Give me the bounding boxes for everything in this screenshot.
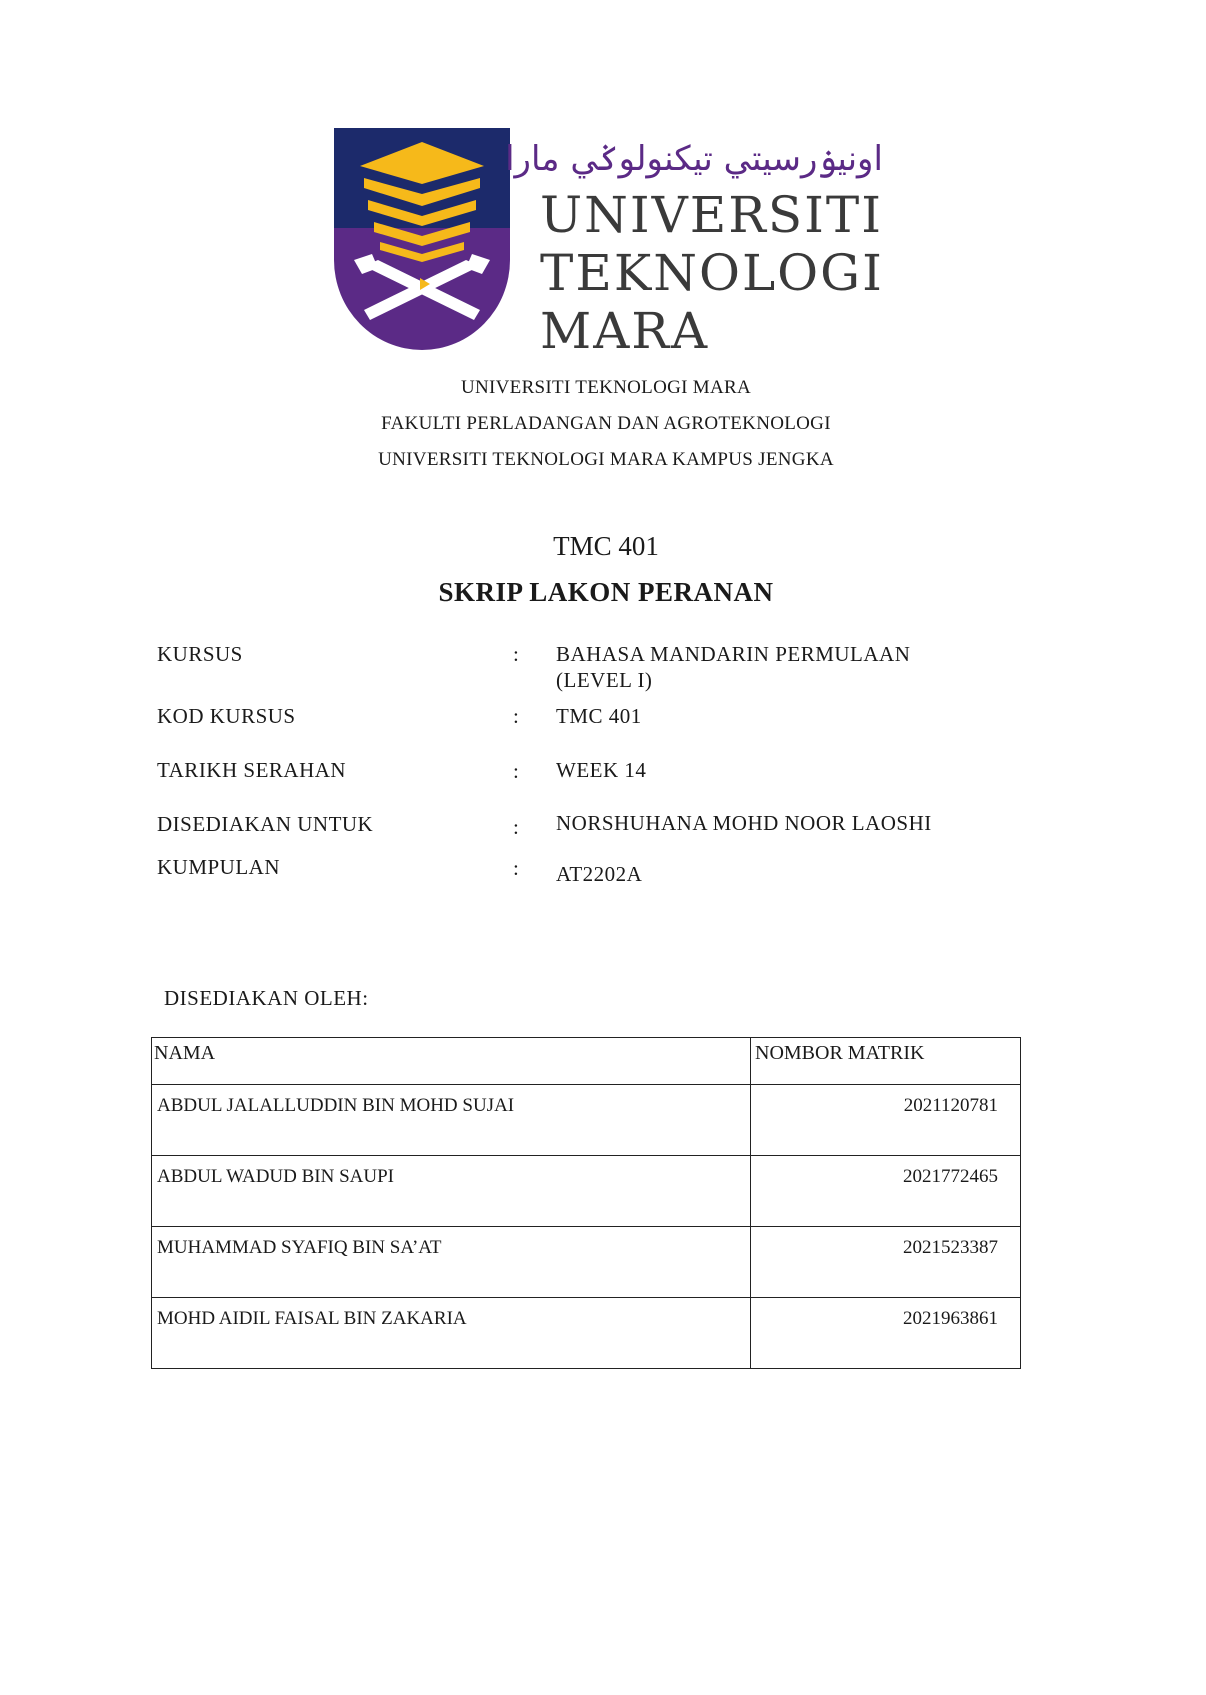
jawi-script-mark xyxy=(505,128,883,186)
info-value-kumpulan: AT2202A xyxy=(556,862,643,886)
uitm-logo xyxy=(334,128,884,360)
info-label-kumpulan: KUMPULAN xyxy=(157,855,281,879)
info-label-kursus: KURSUS xyxy=(157,642,243,666)
info-value-disediakan-untuk: NORSHUHANA MOHD NOOR LAOSHI xyxy=(556,811,932,835)
institution-name: UNIVERSITI TEKNOLOGI MARA xyxy=(460,377,751,398)
info-value-tarikh-serahan: WEEK 14 xyxy=(556,758,647,782)
table-header-row xyxy=(152,1038,1021,1085)
members-table xyxy=(151,1037,1021,1369)
info-colon: : xyxy=(513,704,520,728)
member-name: MOHD AIDIL FAISAL BIN ZAKARIA xyxy=(152,1298,751,1369)
column-header-name: NAMA xyxy=(152,1038,751,1085)
table-row xyxy=(152,1156,1021,1227)
column-header-matric: NOMBOR MATRIK xyxy=(751,1038,1021,1085)
table-row xyxy=(152,1298,1021,1369)
prepared-by-heading: DISEDIAKAN OLEH: xyxy=(164,986,369,1010)
course-code-heading: TMC 401 xyxy=(553,531,659,561)
member-name: ABDUL WADUD BIN SAUPI xyxy=(152,1156,751,1227)
info-colon: : xyxy=(513,759,520,783)
member-name: MUHAMMAD SYAFIQ BIN SA’AT xyxy=(152,1227,751,1298)
member-matric: 2021963861 xyxy=(751,1298,1021,1369)
info-label-kod-kursus: KOD KURSUS xyxy=(157,704,296,728)
info-label-tarikh-serahan: TARIKH SERAHAN xyxy=(157,758,347,782)
info-value-kursus: BAHASA MANDARIN PERMULAAN (LEVEL I) xyxy=(556,642,911,693)
info-value-kod-kursus: TMC 401 xyxy=(556,704,642,728)
logo-word-mara: MARA xyxy=(540,302,710,360)
faculty-name: FAKULTI PERLADANGAN DAN AGROTEKNOLOGI xyxy=(381,413,831,434)
logo-word-teknologi: TEKNOLOGI xyxy=(540,244,884,302)
table-row xyxy=(152,1085,1021,1156)
svg-text:اونيۏرسيتي تيكنولوݢي مارا: اونيۏرسيتي تيكنولوݢي مارا xyxy=(505,139,883,179)
logo-word-universiti: UNIVERSITI xyxy=(540,186,883,244)
member-matric: 2021120781 xyxy=(751,1085,1021,1156)
member-matric: 2021772465 xyxy=(751,1156,1021,1227)
uitm-emblem-icon xyxy=(334,128,510,350)
info-label-disediakan-untuk: DISEDIAKAN UNTUK xyxy=(157,812,374,836)
document-title: SKRIP LAKON PERANAN xyxy=(438,577,774,607)
member-name: ABDUL JALALLUDDIN BIN MOHD SUJAI xyxy=(152,1085,751,1156)
info-colon: : xyxy=(513,815,520,839)
info-colon: : xyxy=(513,642,520,666)
info-colon: : xyxy=(513,856,520,880)
campus-name: UNIVERSITI TEKNOLOGI MARA KAMPUS JENGKA xyxy=(378,449,834,470)
member-matric: 2021523387 xyxy=(751,1227,1021,1298)
table-row xyxy=(152,1227,1021,1298)
